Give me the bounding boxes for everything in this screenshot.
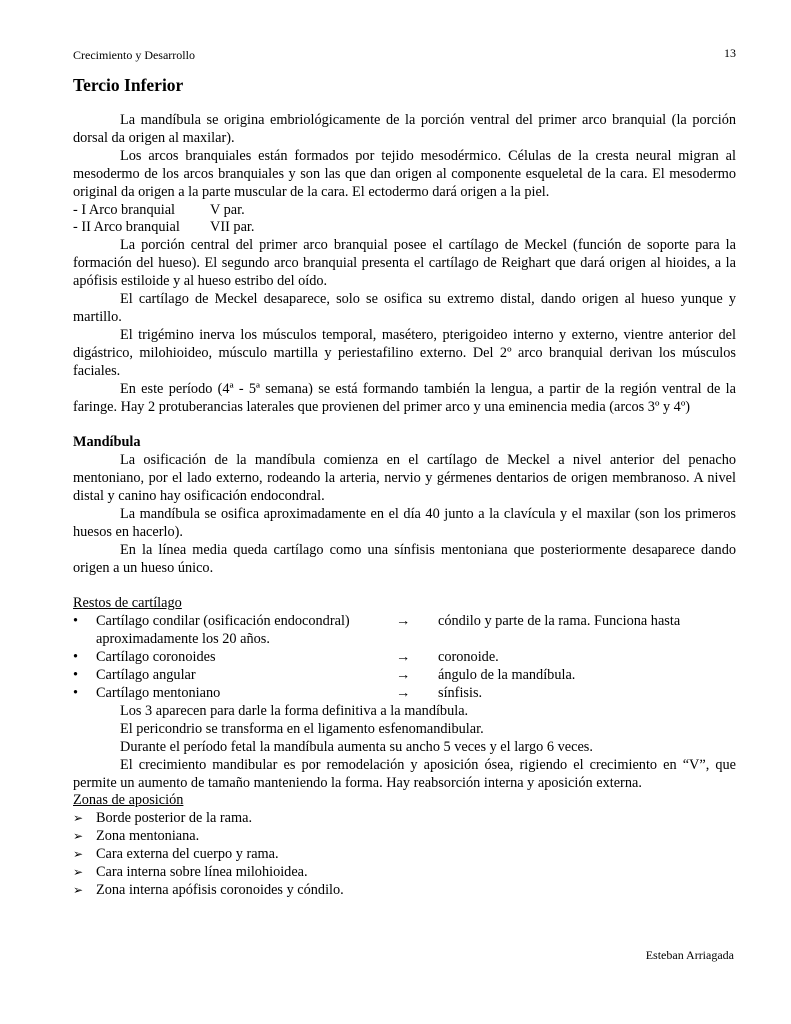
arrowhead-bullet-icon: ➢	[73, 882, 84, 897]
bullet-icon: •	[73, 684, 79, 701]
list-item	[73, 846, 736, 864]
right-arrow-icon: →	[396, 684, 411, 701]
page-title: Tercio Inferior	[73, 75, 184, 95]
zona-label: Zona mentoniana.	[96, 828, 200, 845]
list-item	[73, 649, 736, 667]
right-arrow-icon: →	[396, 667, 411, 684]
cartilage-label: Cartílago coronoides	[96, 649, 216, 666]
list-item	[73, 613, 736, 631]
section-heading-restos: Restos de cartílago	[73, 595, 182, 612]
bullet-icon: •	[73, 613, 79, 630]
restos-paragraph-1: Los 3 aparecen para darle la forma definitiva a la mandíbula.	[120, 702, 469, 719]
right-arrow-icon: →	[396, 613, 411, 630]
bullet-icon: •	[73, 649, 79, 666]
cartilage-result-continuation: aproximadamente los 20 años.	[96, 631, 270, 648]
right-arrow-icon: →	[396, 649, 411, 666]
arco-name: - II Arco branquial	[73, 219, 180, 236]
list-item-continuation	[73, 631, 736, 649]
arrowhead-bullet-icon: ➢	[73, 847, 84, 862]
arrowhead-bullet-icon: ➢	[73, 829, 84, 844]
list-item	[73, 828, 736, 846]
intro-paragraph-4: El cartílago de Meckel desaparece, solo se osifica su extremo distal, dando origen al hueso yunque y martillo.	[73, 291, 736, 325]
restos-paragraph-2: El pericondrio se transforma en el ligamento esfenomandibular.	[120, 720, 484, 737]
list-item	[73, 864, 736, 882]
page-number: 13	[724, 46, 736, 60]
mandibula-paragraph-3: En la línea media queda cartílago como una sínfisis mentoniana que posteriormente desaparece dando origen a un hueso único.	[73, 541, 736, 576]
list-item	[73, 667, 736, 685]
list-item	[73, 882, 736, 900]
zona-label: Borde posterior de la rama.	[96, 810, 253, 827]
cartilage-result: ángulo de la mandíbula.	[438, 667, 576, 684]
intro-paragraph-1: La mandíbula se origina embriológicamente de la porción ventral del primer arco branquial (la porción dorsal da origen al maxilar).	[73, 112, 736, 146]
section-heading-zonas: Zonas de aposición	[73, 792, 184, 809]
zonas-list	[73, 810, 736, 900]
arrowhead-bullet-icon: ➢	[73, 811, 84, 826]
document-body	[73, 112, 736, 900]
list-item	[73, 810, 736, 828]
cartilage-result: coronoide.	[438, 649, 499, 666]
spacer	[73, 416, 736, 434]
cartilage-label: Cartílago mentoniano	[96, 684, 221, 701]
arco-nerve: V par.	[210, 201, 245, 218]
arco-name: - I Arco branquial	[73, 201, 176, 218]
intro-paragraph-2: Los arcos branquiales están formados por tejido mesodérmico. Células de la cresta neural migran al mesodermo de los arcos branquiales y son las que dan origen al componente esqueletal de la cara. El mesodermo original da origen a la parte muscular de la cara. El ectodermo dará origen a la piel.	[73, 147, 736, 200]
zona-label: Cara interna sobre línea milohioidea.	[96, 864, 308, 881]
cartilage-label: Cartílago angular	[96, 667, 196, 684]
cartilage-label: Cartílago condilar (osificación endocondral)	[96, 613, 350, 630]
mandibula-paragraph-2: La mandíbula se osifica aproximadamente en el día 40 junto a la clavícula y el maxilar (son los primeros huesos en hacerlo).	[73, 505, 736, 540]
intro-paragraph-6: En este período (4ª - 5ª semana) se está formando también la lengua, a partir de la región ventral de la faringe. Hay 2 protuberancias laterales que provienen del primer arco y una eminencia media (arcos 3º y 4º)	[73, 380, 736, 415]
footer-author: Esteban Arriagada	[645, 948, 734, 962]
restos-paragraph-4: El crecimiento mandibular es por remodelación y aposición ósea, rigiendo el crecimiento en “V”, que permite un aumento de tamaño manteniendo la forma. Hay reabsorción interna y aposición externa.	[73, 756, 736, 791]
spacer	[73, 578, 736, 596]
section-heading-mandibula: Mandíbula	[73, 434, 141, 451]
zona-label: Cara externa del cuerpo y rama.	[96, 846, 279, 863]
intro-paragraph-5: El trigémino inerva los músculos temporal, masétero, pterigoideo interno y externo, vientre anterior del digástrico, milohioideo, músculo martilla y periestafilino externo. Del 2º arco branquial derivan los músculos faciales.	[73, 326, 736, 379]
restos-paragraph-3: Durante el período fetal la mandíbula aumenta su ancho 5 veces y el largo 6 veces.	[120, 738, 593, 755]
arco-row-1	[73, 202, 736, 220]
cartilage-result: cóndilo y parte de la rama. Funciona hasta	[438, 613, 681, 630]
arco-nerve: VII par.	[210, 219, 255, 236]
list-item	[73, 685, 736, 703]
intro-paragraph-3: La porción central del primer arco branquial posee el cartílago de Meckel (función de soporte para la formación del hueso). El segundo arco branquial presenta el cartílago de Reighart que dará origen al hioides, a la apófisis estiloide y al hueso estribo del oído.	[73, 237, 736, 290]
arrowhead-bullet-icon: ➢	[73, 865, 84, 880]
mandibula-paragraph-1: La osificación de la mandíbula comienza en el cartílago de Meckel a nivel anterior del penacho mentoniano, por el lado externo, rodeando la arteria, nervio y gérmenes dentarios de origen membranoso. A nivel distal y canino hay osificación endocondral.	[73, 452, 736, 505]
zona-label: Zona interna apófisis coronoides y cóndilo.	[96, 881, 344, 898]
arco-row-2	[73, 219, 736, 237]
running-header: Crecimiento y Desarrollo	[73, 48, 195, 62]
cartilage-list	[73, 613, 736, 703]
cartilage-result: sínfisis.	[438, 684, 483, 701]
bullet-icon: •	[73, 667, 79, 684]
